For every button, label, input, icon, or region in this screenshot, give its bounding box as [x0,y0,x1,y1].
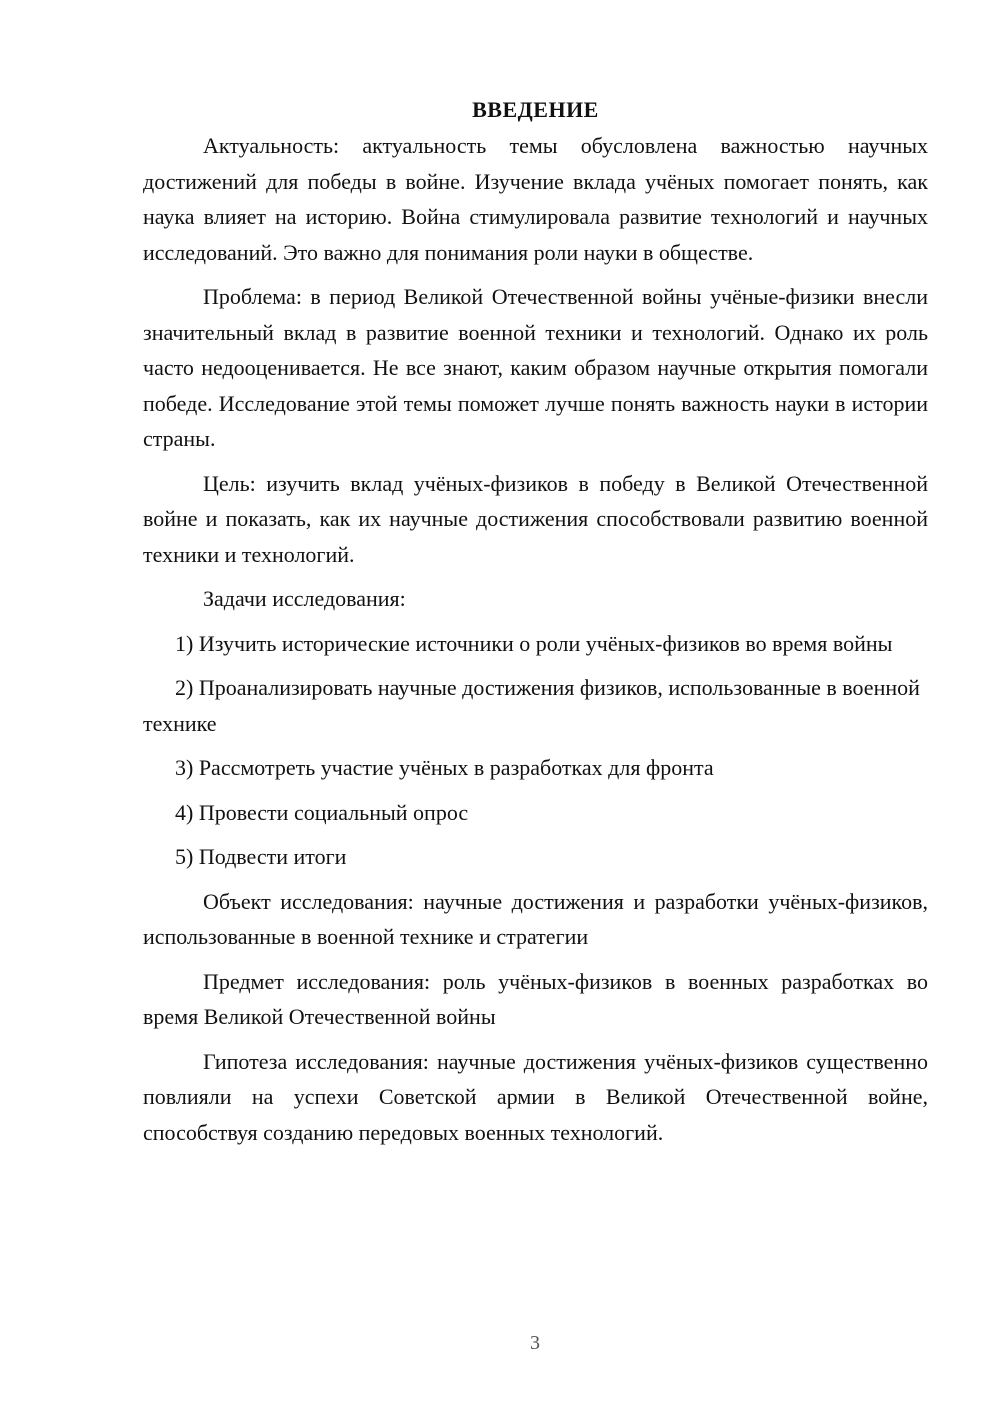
tasks-list [143,626,928,875]
list-item: 4) Провести социальный опрос [175,799,469,825]
list-item: 3) Рассмотреть участие учёных в разработках для фронта [175,755,714,780]
section-title: ВВЕДЕНИЕ [472,97,599,122]
document-page [143,92,928,1159]
list-item: 1) Изучить исторические источники о роли учёных-физиков во время войны [175,630,893,656]
paragraph-subject: Предмет исследования: роль учёных-физиков в военных разработках во время Великой Отечественной войны [143,968,928,1029]
paragraph-goal: Цель: изучить вклад учёных-физиков в победу в Великой Отечественной войне и показать, как их научные достижения способствовали развитию военной техники и технологий. [143,470,928,567]
paragraph-relevance: Актуальность: актуальность темы обусловлена важностью научных достижений для победы в войне. Изучение вклада учёных помогает понять, как наука влияет на историю. Война стимулировала развитие технологий и научных исследований. Это важно для понимания роли науки в обществе. [143,133,928,265]
paragraph-object: Объект исследования: научные достижения и разработки учёных-физиков, использованные в военной технике и стратегии [143,888,928,949]
tasks-heading: Задачи исследования: [203,586,406,611]
page-number: 3 [530,1332,540,1354]
paragraph-hypothesis: Гипотеза исследования: научные достижения учёных-физиков существенно повлияли на успехи Советской армии в Великой Отечественной войне, способствуя созданию передовых военных технологий. [143,1048,928,1145]
list-item: 2) Проанализировать научные достижения физиков, использованные в военной технике [143,675,920,736]
paragraph-problem: Проблема: в период Великой Отечественной войны учёные-физики внесли значительный вклад в развитие военной техники и технологий. Однако их роль часто недооценивается. Не все знают, каким образом научные открытия помогали победе. Исследование этой темы поможет лучше понять важность науки в истории страны. [143,284,928,451]
list-item: 5) Подвести итоги [175,844,347,869]
